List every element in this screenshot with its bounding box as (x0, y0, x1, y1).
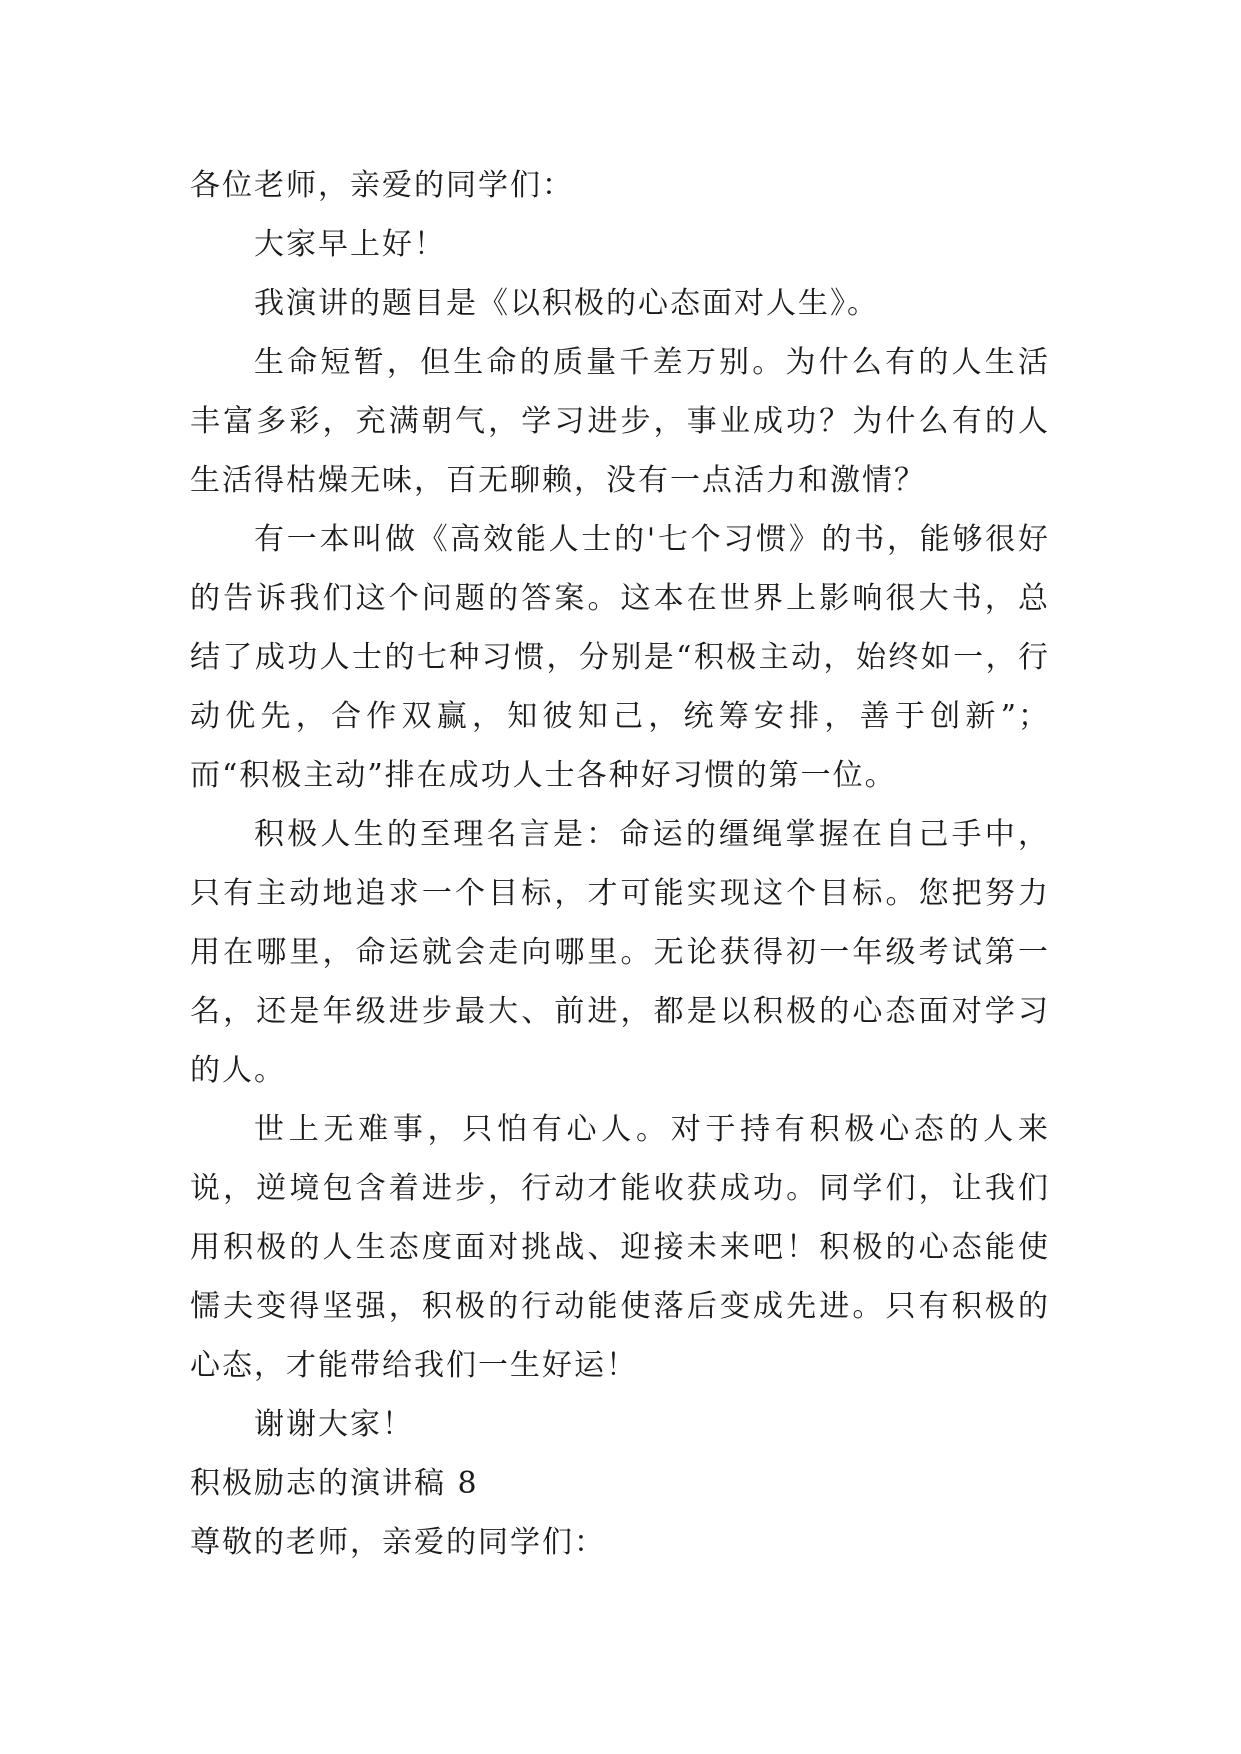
greeting: 大家早上好！ (254, 227, 446, 262)
closing-thanks: 谢谢大家！ (254, 1407, 414, 1442)
salutation: 尊敬的老师，亲爱的同学们： (190, 1525, 606, 1560)
paragraph: 有一本叫做《高效能人士的'七个习惯》的书，能够很好的告诉我们这个问题的答案。这本在世界上影响很大书，总结了成功人士的七种习惯，分别是“积极主动，始终如一，行动优先，合作双赢，知彼知己，统筹安排，善于创新”；而“积极主动”排在成功人士各种好习惯的第一位。 (190, 522, 1050, 793)
document-body (190, 156, 1050, 1572)
salutation: 各位老师，亲爱的同学们： (190, 168, 574, 203)
paragraph: 积极人生的至理名言是：命运的缰绳掌握在自己手中，只有主动地追求一个目标，才可能实现这个目标。您把努力用在哪里，命运就会走向哪里。无论获得初一年级考试第一名，还是年级进步最大、前进，都是以积极的心态面对学习的人。 (190, 817, 1050, 1088)
paragraph: 世上无难事，只怕有心人。对于持有积极心态的人来说，逆境包含着进步，行动才能收获成功。同学们，让我们用积极的人生态度面对挑战、迎接未来吧！积极的心态能使懦夫变得坚强，积极的行动能使落后变成先进。只有积极的心态，才能带给我们一生好运！ (190, 1112, 1050, 1383)
speech-topic: 我演讲的题目是《以积极的心态面对人生》。 (254, 286, 879, 321)
section-heading: 积极励志的演讲稿 8 (190, 1466, 479, 1501)
paragraph: 生命短暂，但生命的质量千差万别。为什么有的人生活丰富多彩，充满朝气，学习进步，事业成功？为什么有的人生活得枯燥无味，百无聊赖，没有一点活力和激情？ (190, 345, 1050, 498)
